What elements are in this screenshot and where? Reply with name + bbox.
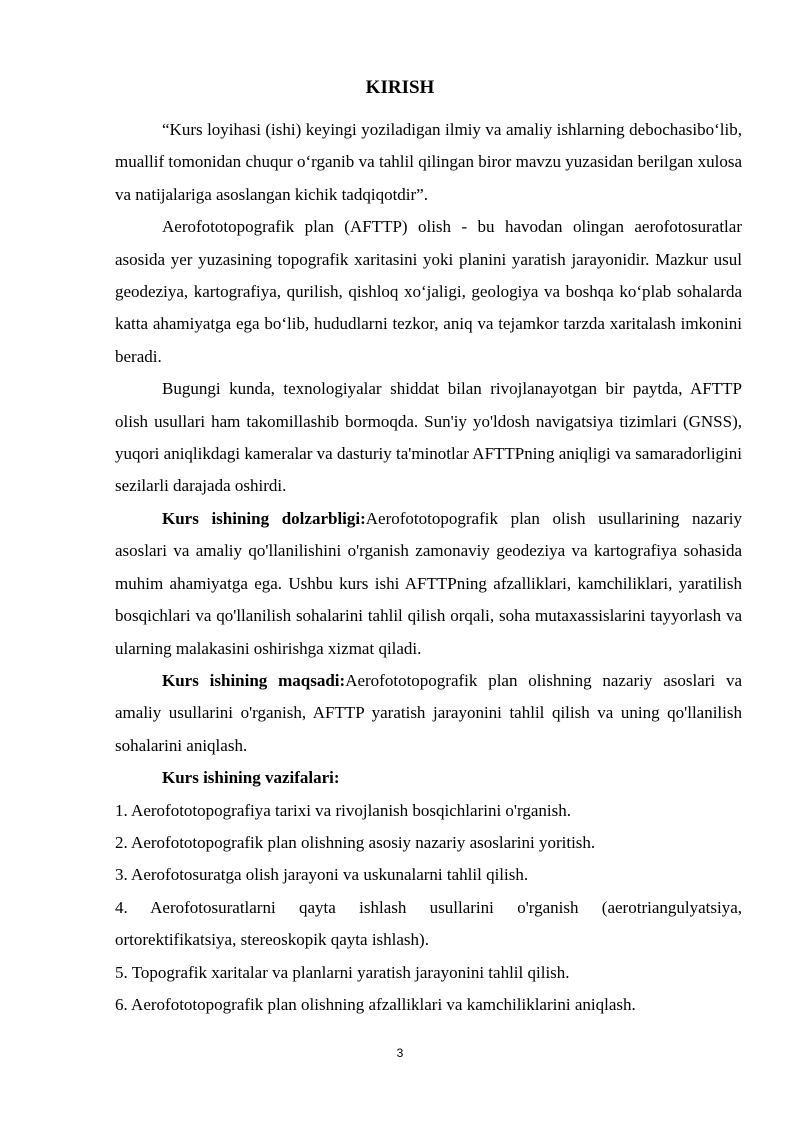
- paragraph-definition: “Kurs loyihasi (ishi) keyingi yoziladigan ilmiy va amaliy ishlarning debochasibo‘lib, muallif tomonidan chuqur o‘rganib va tahlil qilingan biror mavzu yuzasidan berilgan xulosa va natijalariga asoslangan kichik tadqiqotdir”.: [115, 120, 742, 204]
- page-number: 3: [396, 1046, 404, 1060]
- task-item-5: 5. Topografik xaritalar va planlarni yaratish jarayonini tahlil qilish.: [115, 962, 570, 982]
- paragraph-tasks-heading: [115, 762, 742, 794]
- task-item-6: 6. Aerofototopografik plan olishning afzalliklari va kamchiliklarini aniqlash.: [115, 994, 636, 1014]
- task-item-2: 2. Aerofototopografik plan olishning asosiy nazariy asoslarini yoritish.: [115, 832, 596, 852]
- paragraph-technology: Bugungi kunda, texnologiyalar shiddat bilan rivojlanayotgan bir paytda, AFTTP olish usullari ham takomillashib bormoqda. Sun'iy yo'ldosh navigatsiya tizimlari (GNSS), yuqori aniqlikdagi kameralar va dasturiy ta'minotlar AFTTPning aniqligi va samaradorligini sezilarli darajada oshirdi.: [115, 379, 742, 496]
- relevance-text: Aerofototopografik plan olish usullarining nazariy asoslari va amaliy qo'llanilishini o'rganish zamonaviy geodeziya va kartografiya sohasida muhim ahamiyatga ega. Ushbu kurs ishi AFTTPning afzalliklari, kamchiliklari, yaratilish bosqichlari va qo'llanilish sohalarini tahlil qilish orqali, soha mutaxassislarini tayyorlash va ularning malakasini oshirishga xizmat qiladi.: [115, 508, 742, 658]
- goal-label: Kurs ishining maqsadi:: [162, 670, 346, 690]
- paragraph-relevance: [115, 503, 742, 665]
- task-item-4: 4. Aerofotosuratlarni qayta ishlash usullarini o'rganish (aerotriangulyatsiya, ortorektifikatsiya, stereoskopik qayta ishlash).: [115, 897, 742, 950]
- page-title: KIRISH: [365, 77, 435, 98]
- tasks-label: Kurs ishining vazifalari:: [162, 768, 340, 788]
- paragraph-goal: [115, 665, 742, 762]
- task-item-1: 1. Aerofototopografiya tarixi va rivojlanish bosqichlarini o'rganish.: [115, 800, 571, 820]
- goal-text: Aerofototopografik plan olishning nazariy asoslari va amaliy usullarini o'rganish, AFTTP yaratish jarayonini tahlil qilish va uning qo'llanilish sohalarini aniqlash.: [115, 670, 743, 755]
- relevance-label: Kurs ishining dolzarbligi:: [162, 508, 366, 528]
- task-item-3: 3. Aerofotosuratga olish jarayoni va uskunalarni tahlil qilish.: [115, 865, 529, 885]
- paragraph-afttp-intro: Aerofototopografik plan (AFTTP) olish - bu havodan olingan aerofotosuratlar asosida yer yuzasining topografik xaritasini yoki planini yaratish jarayonidir. Mazkur usul geodeziya, kartografiya, qurilish, qishloq xo‘jaligi, geologiya va boshqa ko‘plab sohalarda katta ahamiyatga ega bo‘lib, hududlarni tezkor, aniq va tejamkor tarzda xaritalash imkonini beradi.: [115, 217, 742, 366]
- document-body: [115, 114, 742, 1021]
